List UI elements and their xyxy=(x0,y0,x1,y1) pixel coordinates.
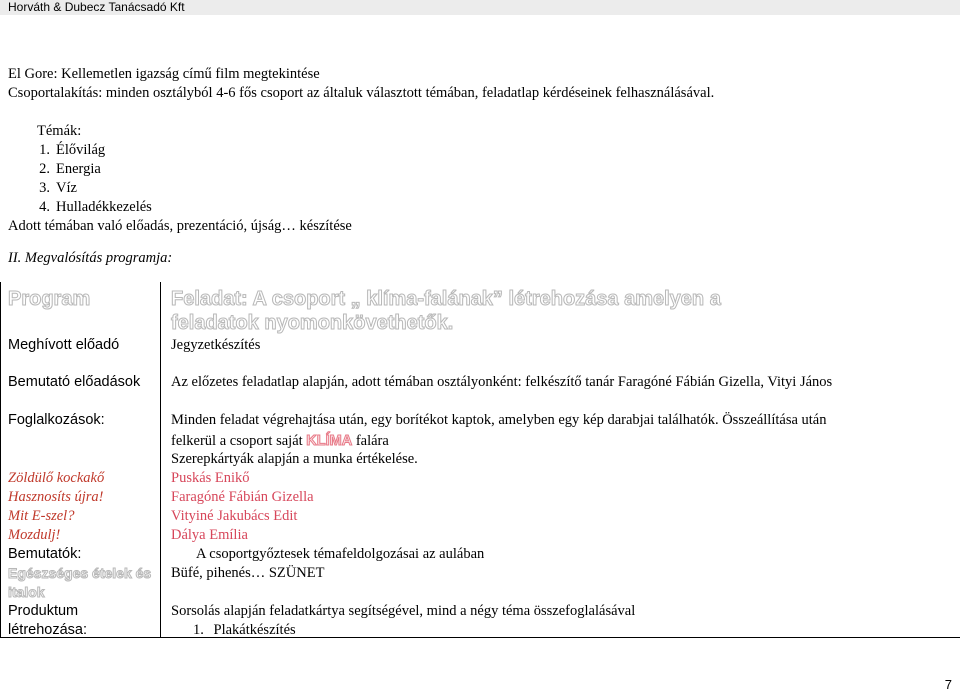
topic-number: 2. xyxy=(39,161,50,177)
topic-number: 4. xyxy=(39,199,50,215)
plakat-text: Plakátkészítés xyxy=(213,622,296,638)
topic-number: 3. xyxy=(39,180,50,196)
topic-item xyxy=(28,198,152,217)
topic-text: Energia xyxy=(56,161,101,177)
table-border-bottom xyxy=(0,637,960,638)
activity-zoldulo: Zöldülő kockakő xyxy=(8,470,105,486)
meghivott-label: Meghívott előadó xyxy=(8,337,120,353)
produktum-line-2: létrehozása: xyxy=(8,622,87,638)
page-number: 7 xyxy=(944,677,952,692)
section-title: II. Megvalósítás programja: xyxy=(8,250,173,266)
plakat-number: 1. xyxy=(193,622,204,638)
plakat-item xyxy=(193,621,296,640)
topic-text: Víz xyxy=(56,180,77,196)
bemutatok-label: Bemutatók: xyxy=(8,546,82,562)
minden-line-2-start: felkerül a csoport saját xyxy=(171,433,303,449)
activity-mozdulj: Mozdulj! xyxy=(8,527,61,543)
bemutato-label: Bemutató előadások xyxy=(8,374,141,390)
activity-mit-eszel: Mit E-szel? xyxy=(8,508,75,524)
csoportgyoztesek-text: A csoportgyőztesek témafeldolgozásai az aulában xyxy=(196,546,485,562)
table-divider xyxy=(160,282,161,638)
bufe-text: Büfé, pihenés… SZÜNET xyxy=(171,565,325,581)
topic-text: Élővilág xyxy=(56,142,106,158)
egeszseges-line-1: Egészséges ételek és xyxy=(8,565,152,581)
jegyzet-text: Jegyzetkészítés xyxy=(171,337,261,353)
intro-line-1: El Gore: Kellemetlen igazság című film megtekintése xyxy=(8,66,320,82)
topics-after: Adott témában való előadás, prezentáció, újság… készítése xyxy=(8,218,352,234)
topic-item xyxy=(28,179,77,198)
topic-text: Hulladékkezelés xyxy=(56,199,152,215)
minden-line-1: Minden feladat végrehajtása után, egy borítékot kaptok, amelyben egy kép darabjai találhatók. Összeállítása után xyxy=(171,412,827,428)
foglalkozasok-label: Foglalkozások: xyxy=(8,412,105,428)
szerep-text: Szerepkártyák alapján a munka értékelése. xyxy=(171,451,418,467)
presenter-dalya: Dálya Emília xyxy=(171,527,248,543)
minden-line-2-end: falára xyxy=(355,433,389,449)
activity-hasznosits: Hasznosíts újra! xyxy=(8,489,104,505)
minden-line-2 xyxy=(171,432,389,451)
produktum-line-1: Produktum xyxy=(8,603,79,619)
program-heading: Program xyxy=(8,288,91,310)
topic-item xyxy=(28,141,105,160)
company-name: Horváth & Dubecz Tanácsadó Kft xyxy=(8,0,185,14)
topic-item xyxy=(28,160,101,179)
sorsolas-text: Sorsolás alapján feladatkártya segítségével, mind a négy téma összefoglalásával xyxy=(171,603,636,619)
egeszseges-line-2: italok xyxy=(8,584,45,600)
klima-word: KLÍMA xyxy=(306,433,353,449)
table-border-left xyxy=(0,282,1,638)
topic-number: 1. xyxy=(39,142,50,158)
feladat-heading-line-1: Feladat: A csoport „ klíma-falának” létrehozása amelyen a xyxy=(171,288,721,310)
presenter-puskas: Puskás Enikő xyxy=(171,470,250,486)
feladat-heading-line-2: feladatok nyomonkövethetők. xyxy=(171,312,454,334)
presenter-vityine: Vityiné Jakubács Edit xyxy=(171,508,298,524)
presenter-farago: Faragóné Fábián Gizella xyxy=(171,489,314,505)
topics-label: Témák: xyxy=(37,123,82,139)
elozetes-text: Az előzetes feladatlap alapján, adott témában osztályonként: felkészítő tanár Faragóné Fábián Gizella, Vityi János xyxy=(171,374,833,390)
intro-line-2: Csoportalakítás: minden osztályból 4-6 fős csoport az általuk választott témában, feladatlap kérdéseinek felhasználásával. xyxy=(8,85,715,101)
document-header xyxy=(0,0,960,15)
